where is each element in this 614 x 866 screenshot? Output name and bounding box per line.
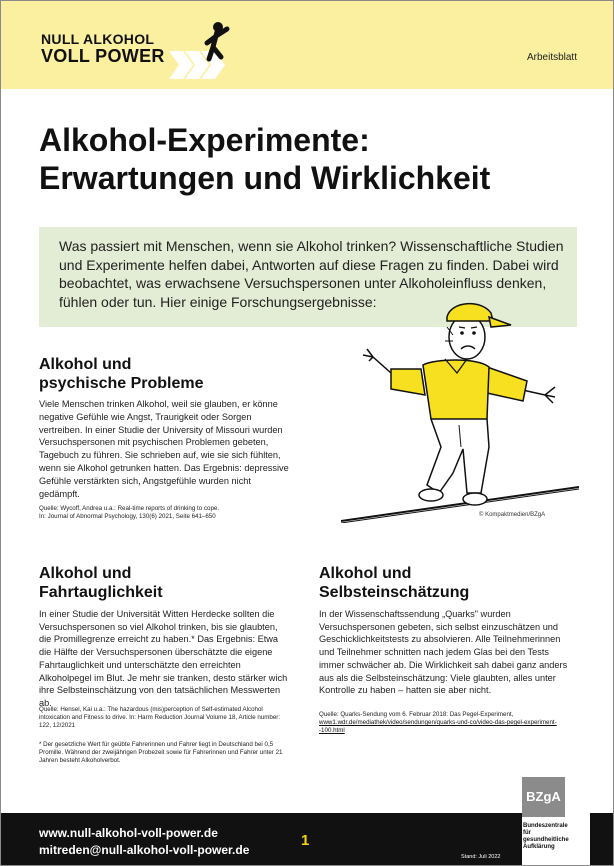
section-source-selbst xyxy=(319,711,579,735)
brand-line-1: NULL ALKOHOL xyxy=(41,31,155,47)
bzga-line: gesundheitliche xyxy=(523,837,569,843)
title-line-1: Alkohol-Experimente: xyxy=(39,122,370,158)
section-text-fahr: In einer Studie der Universität Witten Herdecke sollten die Versuchspersonen so viel Alkohol trinken, bis sie glaubten, die Promillegrenze erreicht zu haben.* Das Ergebnis: Etwa die Hälfte der Versuchspersonen überschätzte die eigene Fahrtauglichkeit und unterschätzte den erreichten Alkoholpegel im Blut. Je mehr sie tranken, desto stärker wich ihre Selbsteinschätzung von den tatsächlichen Messwerten ab. xyxy=(39,609,288,708)
section-source-fahr: Quelle: Hensel, Kai u.a.: The hazardous (mis)perception of Self-estimated Alcohol intoxication and Fitness to drive. In: Harm Reduction Journal Volume 18, Article number: 122, 12/2021 xyxy=(39,706,281,729)
page-title xyxy=(39,121,490,197)
source-prefix: Quelle: Quarks-Sendung vom 6. Februar 2018: Das Pegel-Experiment, xyxy=(319,711,514,718)
heading-line: psychische Probleme xyxy=(39,375,204,392)
source-line: Quelle: Wycoff, Andrea u.a.: Real-time reports of drinking to cope. xyxy=(39,505,220,512)
section-heading-psych xyxy=(39,355,279,393)
heading-line: Alkohol und xyxy=(39,565,132,582)
brand-line-2: VOLL POWER xyxy=(41,46,165,66)
image-credit: © Kompaktmedien/BZgA xyxy=(479,512,546,518)
page-number: 1 xyxy=(301,832,310,849)
source-line: In: Journal of Abnormal Psychology, 130(6) 2021, Seite 641–650 xyxy=(39,513,216,520)
intro-text: Was passiert mit Menschen, wenn sie Alkohol trinken? Wissenschaftliche Studien und Experimente helfen dabei, Antworten auf diese Fragen zu finden. Dabei wird beobachtet, was erwachsene Versuchspersonen unter Alkoholeinfluss denken, fühlen oder tun. Hier einige Forschungsergebnisse: xyxy=(59,238,564,310)
heading-line: Alkohol und xyxy=(39,356,132,373)
footnote-fahr: * Der gesetzliche Wert für geübte Fahrerinnen und Fahrer liegt in Deutschland bei 0,5 Promille. Während der zweijährigen Probezeit sowie für Fahrerinnen und Fahrer unter 21 Jahren besteht Alkoholverbot. xyxy=(39,741,283,764)
email-link[interactable]: mitreden@null-alkohol-voll-power.de xyxy=(39,843,250,857)
bzga-logo-mark: BZgA xyxy=(522,777,565,817)
quarks-source-link[interactable]: www1.wdr.de/mediathek/video/sendungen/quarks-und-co/video-das-pegel-experiment--100.html xyxy=(319,719,557,734)
website-link[interactable]: www.null-alkohol-voll-power.de xyxy=(39,826,218,840)
title-line-2: Erwartungen und Wirklichkeit xyxy=(39,160,491,196)
section-source-psych xyxy=(39,505,289,521)
section-text-psych: Viele Menschen trinken Alkohol, weil sie glauben, er könne negative Gefühle wie Angst, Traurigkeit oder Sorgen vertreiben. In einer Studie der University of Missouri wurden Versuchspersonen mit psychischen Problemen gebeten, Tagebuch zu führen. Sie schrieben auf, wie sie sich fühlten, wenn sie Alkohol getrunken hatten. Das Ergebnis: depressive Gefühle verstärkten sich, Angstgefühle wurden nicht gedämpft. xyxy=(39,399,289,499)
stand-date: Stand: Juli 2022 xyxy=(461,854,501,860)
heading-line: Alkohol und xyxy=(319,565,412,582)
section-text-selbst: In der Wissenschaftssendung „Quarks" wurden Versuchspersonen gebeten, sich selbst einzuschätzen und Geschicklichkeitstests zu absolvieren. Alle Teilnehmerinnen und Teilnehmer schnitten nach jedem Glas bei den Tests immer schwächer ab. Die Wirklichkeit sah dabei ganz anders aus als die Selbsteinschätzung: Viele glaubten, alles unter Kontrolle zu haben – hatten sie aber nicht. xyxy=(319,609,568,696)
bzga-line: für xyxy=(523,830,531,836)
bzga-logo xyxy=(522,773,590,865)
bzga-line: Aufklärung xyxy=(523,844,555,850)
document-type-label: Arbeitsblatt xyxy=(526,52,577,63)
header xyxy=(1,1,613,89)
section-heading-fahr xyxy=(39,564,289,602)
section-heading-selbst xyxy=(319,564,569,602)
heading-line: Selbsteinschätzung xyxy=(319,584,470,601)
bzga-line: Bundeszentrale xyxy=(523,823,568,829)
balancing-person-illustration xyxy=(341,297,579,523)
brand-logo-icon xyxy=(169,19,241,79)
heading-line: Fahrtauglichkeit xyxy=(39,584,163,601)
bzga-name xyxy=(523,823,583,851)
